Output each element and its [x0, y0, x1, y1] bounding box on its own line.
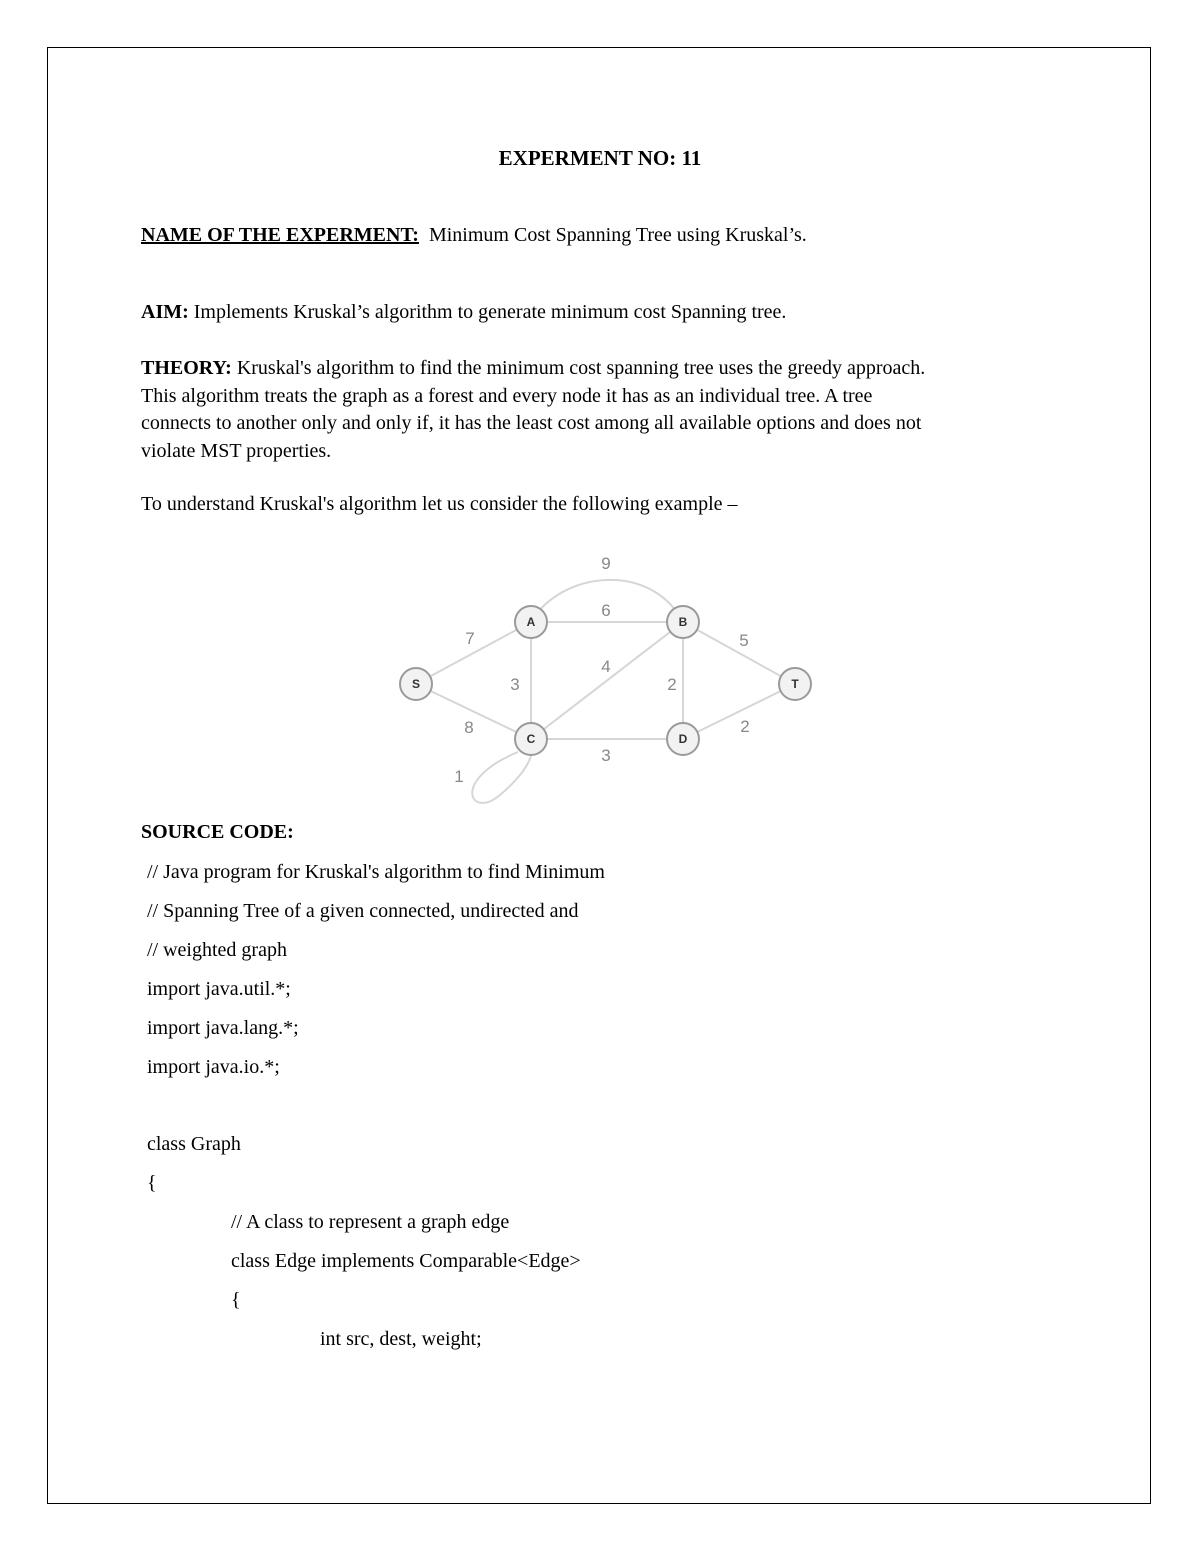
node-label: B	[678, 615, 688, 629]
edge-weight-label: 3	[510, 675, 520, 694]
edge-weight-label: 8	[464, 718, 474, 737]
code-line: {	[147, 1172, 157, 1194]
edge-weight-label: 7	[465, 629, 475, 648]
aim-label: AIM:	[141, 301, 189, 323]
code-line: // A class to represent a graph edge	[231, 1211, 510, 1233]
edge-weight-label: 4	[601, 657, 611, 676]
experiment-title: EXPERMENT NO: 11	[498, 146, 702, 170]
code-line: // Spanning Tree of a given connected, undirected and	[147, 900, 579, 922]
node-label: D	[678, 732, 688, 746]
theory-line: This algorithm treats the graph as a forest and every node it has as an individual tree. A tree	[141, 384, 873, 407]
code-line: import java.util.*;	[147, 978, 291, 1000]
edge-weight-label: 2	[740, 717, 750, 736]
node-label: A	[526, 615, 536, 629]
edge-weight-label: 9	[601, 554, 611, 573]
code-line: import java.io.*;	[147, 1056, 280, 1078]
edge-weight-label: 5	[739, 631, 749, 650]
theory-line: THEORY: Kruskal's algorithm to find the minimum cost spanning tree uses the greedy approach.	[141, 357, 926, 379]
edge-weight-label: 3	[601, 746, 611, 765]
code-line: class Edge implements Comparable<Edge>	[231, 1250, 581, 1272]
theory-line: connects to another only and only if, it has the least cost among all available options and does not	[141, 412, 922, 434]
graph-node-t	[779, 668, 811, 700]
experiment-name-value: Minimum Cost Spanning Tree using Kruskal’s.	[428, 224, 807, 246]
node-label: S	[411, 677, 421, 691]
theory-label: THEORY:	[141, 357, 232, 379]
edge-weight-label: 6	[601, 601, 611, 620]
graph-node-d	[667, 723, 699, 755]
code-line: int src, dest, weight;	[320, 1328, 482, 1350]
edge-c-b	[531, 622, 683, 739]
node-label: C	[526, 732, 536, 746]
theory-line: violate MST properties.	[141, 439, 332, 462]
code-line: import java.lang.*;	[147, 1017, 299, 1039]
node-label: T	[791, 677, 799, 691]
code-line: class Graph	[147, 1133, 241, 1155]
code-line: // weighted graph	[147, 939, 287, 961]
edge-weight-label: 2	[667, 675, 677, 694]
aim-value: Implements Kruskal’s algorithm to generate minimum cost Spanning tree.	[193, 301, 787, 323]
graph-node-a	[515, 606, 547, 638]
edge-weight-label: 1	[454, 767, 464, 786]
source-code-label: SOURCE CODE:	[141, 821, 294, 843]
edge-c-loop	[472, 752, 531, 803]
graph-node-s	[400, 668, 432, 700]
edge-d-t	[683, 684, 795, 739]
code-line: // Java program for Kruskal's algorithm to find Minimum	[147, 861, 605, 883]
graph-node-b	[667, 606, 699, 638]
graph-node-c	[515, 723, 547, 755]
code-line: {	[231, 1289, 241, 1311]
experiment-name-label: NAME OF THE EXPERMENT:	[141, 224, 419, 246]
example-intro: To understand Kruskal's algorithm let us consider the following example –	[141, 493, 738, 515]
